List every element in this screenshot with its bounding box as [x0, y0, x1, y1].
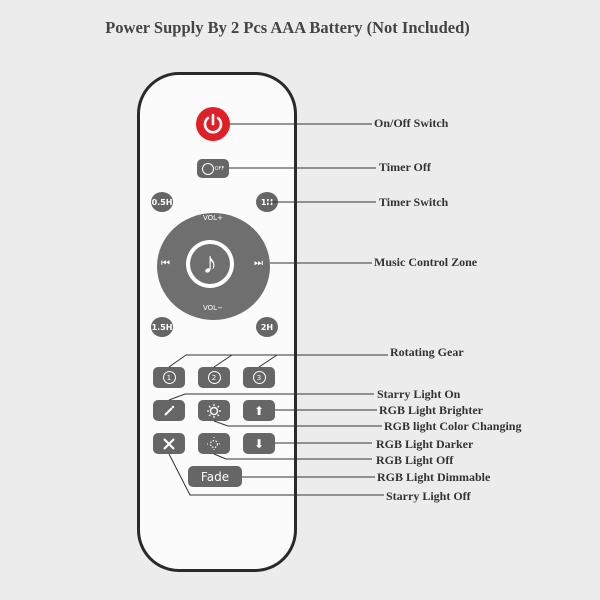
- music-note-icon: ♪: [202, 247, 218, 280]
- down-arrow-icon: ⬇: [253, 436, 265, 451]
- label-rgb-light-dimmable: RGB Light Dimmable: [377, 470, 491, 484]
- timer-1h-button[interactable]: 1H: [256, 192, 278, 212]
- rotate-2-icon: 2: [208, 371, 221, 384]
- label-rotating-gear: Rotating Gear: [390, 345, 464, 359]
- rotate-3-icon: 3: [253, 371, 266, 384]
- vol-plus-label[interactable]: VOL+: [203, 214, 223, 222]
- label-music-control-zone: Music Control Zone: [374, 255, 478, 269]
- label-timer-off: Timer Off: [379, 160, 431, 174]
- label-starry-light-on: Starry Light On: [377, 387, 461, 401]
- timer-0-5h-button[interactable]: 0.5H: [151, 192, 173, 212]
- timer-1-5h-button[interactable]: 1.5H: [151, 317, 173, 337]
- rotate-1-icon: 1: [163, 371, 176, 384]
- label-starry-light-off: Starry Light Off: [386, 489, 471, 503]
- timer-2h-button[interactable]: 2H: [256, 317, 278, 337]
- vol-minus-label[interactable]: VOL−: [203, 304, 223, 312]
- timer-off-text: OFF: [214, 165, 225, 172]
- up-arrow-icon: ⬆: [253, 403, 265, 418]
- label-rgb-light-brighter: RGB Light Brighter: [379, 403, 483, 417]
- label-timer-switch: Timer Switch: [379, 195, 449, 209]
- fade-button[interactable]: Fade: [188, 466, 242, 487]
- label-rgb-light-off: RGB Light Off: [376, 453, 454, 467]
- label-on-off-switch: On/Off Switch: [374, 116, 449, 130]
- previous-icon[interactable]: ⏮: [161, 258, 170, 269]
- page-title: Power Supply By 2 Pcs AAA Battery (Not Included): [105, 18, 470, 37]
- next-icon[interactable]: ⏭: [254, 258, 263, 269]
- label-rgb-light-darker: RGB Light Darker: [376, 437, 474, 451]
- label-rgb-color-changing: RGB light Color Changing: [384, 419, 522, 433]
